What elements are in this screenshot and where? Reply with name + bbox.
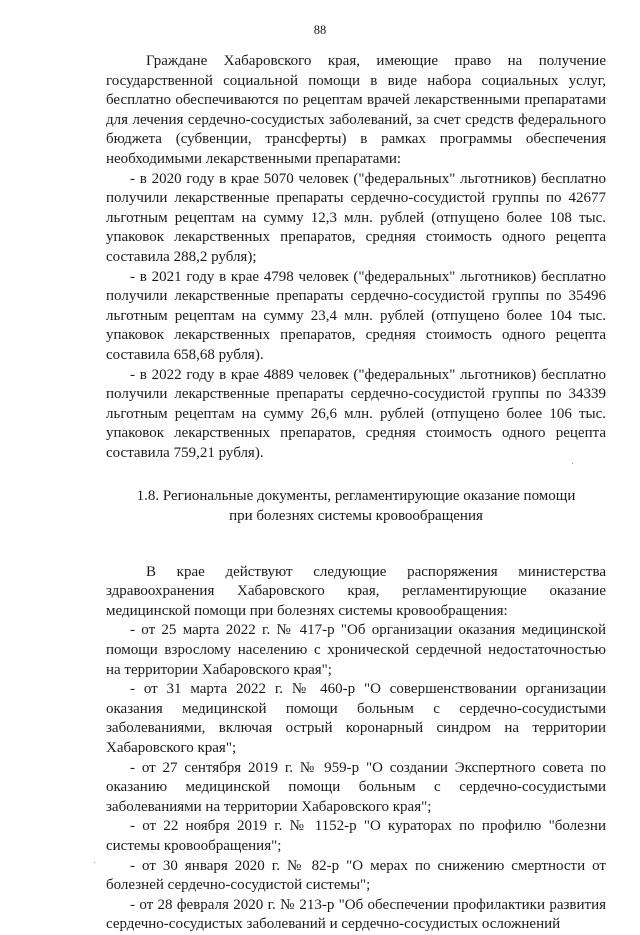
list-item-order-417: - от 25 марта 2022 г. № 417-р "Об организации оказания медицинской помощи взрослому населению с хронической сердечной недостаточностью на территории Хабаровского края"; (106, 622, 606, 678)
section-heading (106, 487, 606, 526)
scan-speck (94, 862, 95, 863)
section-heading-line1: 1.8. Региональные документы, регламентирующие оказание помощи (136, 488, 576, 505)
list-item-order-959: - от 27 сентября 2019 г. № 959-р "О создании Экспертного совета по оказанию медицинской помощи больным с сердечно-сосудистыми заболеваниями на территории Хабаровского края"; (106, 759, 606, 815)
document-body (106, 52, 606, 935)
list-item-order-82: - от 30 января 2020 г. № 82-р "О мерах по снижению смертности от болезней сердечно-сосудистой системы"; (106, 857, 606, 894)
benefits-list (106, 170, 606, 464)
page-number: 88 (313, 23, 327, 37)
section-heading-line2: при болезнях системы кровообращения (229, 508, 483, 525)
scan-speck (572, 463, 573, 464)
list-item-order-1152: - от 22 ноября 2019 г. № 1152-р "О кураторах по профилю "болезни системы кровообращения"; (106, 818, 606, 854)
list-item-order-213: - от 28 февраля 2020 г. № 213-р "Об обеспечении профилактики развития сердечно-сосудистых заболеваний и сердечно-сосудистых осложнений (106, 896, 606, 933)
list-item-order-460: - от 31 марта 2022 г. № 460-р "О совершенствовании организации оказания медицинской помощи больным с сердечно-сосудистыми заболеваниями, включая острый коронарный синдром на территории Хабаровского края"; (106, 681, 606, 756)
orders-list (106, 621, 606, 935)
list-item-2022: - в 2022 году в крае 4889 человек ("федеральных" льготников) бесплатно получили лекарственные препараты сердечно-сосудистой группы по 34339 льготным рецептам на сумму 26,6 млн. рублей (отпущено более 106 тыс. упаковок лекарственных препаратов, средняя стоимость одного рецепта составила 759,21 рубля). (106, 366, 606, 461)
list-item-2020: - в 2020 году в крае 5070 человек ("федеральных" льготников) бесплатно получили лекарственные препараты сердечно-сосудистой группы по 42677 льготным рецептам на сумму 12,3 млн. рублей (отпущено более 108 тыс. упаковок лекарственных препаратов, средняя стоимость одного рецепта составила 288,2 рубля); (106, 170, 606, 265)
paragraph-benefits-intro: Граждане Хабаровского края, имеющие право на получение государственной социальной помощи в виде набора социальных услуг, бесплатно обеспечиваются по рецептам врачей лекарственными препаратами для лечения сердечно-сосудистых заболеваний, за счет средств федерального бюджета (субвенции, трансферты) в рамках программы обеспечения необходимыми лекарственными препаратами: (106, 53, 606, 167)
list-item-2021: - в 2021 году в крае 4798 человек ("федеральных" льготников) бесплатно получили лекарственные препараты сердечно-сосудистой группы по 35496 льготным рецептам на сумму 23,4 млн. рублей (отпущено более 104 тыс. упаковок лекарственных препаратов, средняя стоимость одного рецепта составила 658,68 рубля). (106, 268, 606, 363)
paragraph-orders-intro: В крае действуют следующие распоряжения министерства здравоохранения Хабаровского края, регламентирующие оказание медицинской помощи при болезнях системы кровообращения: (106, 563, 606, 619)
